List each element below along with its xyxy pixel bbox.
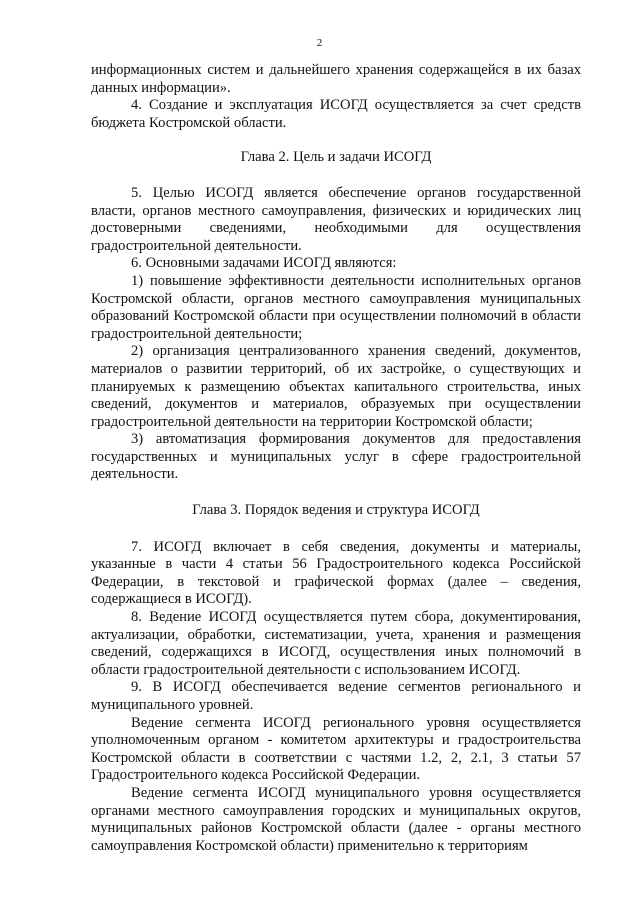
document-body: [91, 62, 581, 855]
regional-segment-paragraph: Ведение сегмента ИСОГД регионального уровня осуществляется уполномоченным органом - комитетом архитектуры и градостроительства Костромской области в соответствии с частями 1.2, 2, 2.1, 3 статьи 57 Градостроительного кодекса Российской Федерации.: [91, 714, 581, 784]
paragraph-9: 9. В ИСОГД обеспечивается ведение сегментов регионального и муниципального уровней.: [91, 679, 581, 713]
paragraph-6: 6. Основными задачами ИСОГД являются:: [131, 255, 397, 272]
chapter-2-heading: Глава 2. Цель и задачи ИСОГД: [240, 149, 432, 166]
task-item-1: 1) повышение эффективности деятельности исполнительных органов Костромской области, органов местного самоуправления муниципальных образований Костромской области при осуществлении полномочий в области градостроительной деятельности;: [91, 272, 581, 342]
task-item-2: 2) организация централизованного хранения сведений, документов, материалов о развитии территорий, об их застройке, о существующих и планируемых к размещению объектах капитального строительства, иных сведений, документов и материалов, образуемых при осуществлении градостроительной деятельности на территории Костромской области;: [91, 343, 581, 430]
paragraph-4: 4. Создание и эксплуатация ИСОГД осуществляется за счет средств бюджета Костромской области.: [91, 97, 581, 131]
chapter-3-heading: Глава 3. Порядок ведения и структура ИСОГД: [192, 502, 480, 519]
page-number: 2: [316, 37, 323, 49]
paragraph-continuation: информационных систем и дальнейшего хранения содержащейся в их базах данных информации».: [91, 62, 581, 96]
municipal-segment-paragraph: Ведение сегмента ИСОГД муниципального уровня осуществляется органами местного самоуправления городских и муниципальных округов, муниципальных районов Костромской области (далее - органы местного самоуправления Костромской области) применительно к территориям: [91, 784, 581, 854]
paragraph-7: 7. ИСОГД включает в себя сведения, документы и материалы, указанные в части 4 статьи 56 Градостроительного кодекса Российской Федерации, в текстовой и графической формах (далее – сведения, содержащиеся в ИСОГД).: [91, 538, 581, 608]
task-item-3: 3) автоматизация формирования документов для предоставления государственных и муниципальных услуг в сфере градостроительной деятельности.: [91, 431, 581, 483]
paragraph-8: 8. Ведение ИСОГД осуществляется путем сбора, документирования, актуализации, обработки, систематизации, учета, хранения и размещения сведений, содержащихся в ИСОГД, осуществления иных полномочий в области градостроительной деятельности с использованием ИСОГД.: [91, 609, 581, 678]
paragraph-5: 5. Целью ИСОГД является обеспечение органов государственной власти, органов местного самоуправления, физических и юридических лиц достоверными сведениями, необходимыми для осуществления градостроительной деятельности.: [91, 184, 581, 254]
